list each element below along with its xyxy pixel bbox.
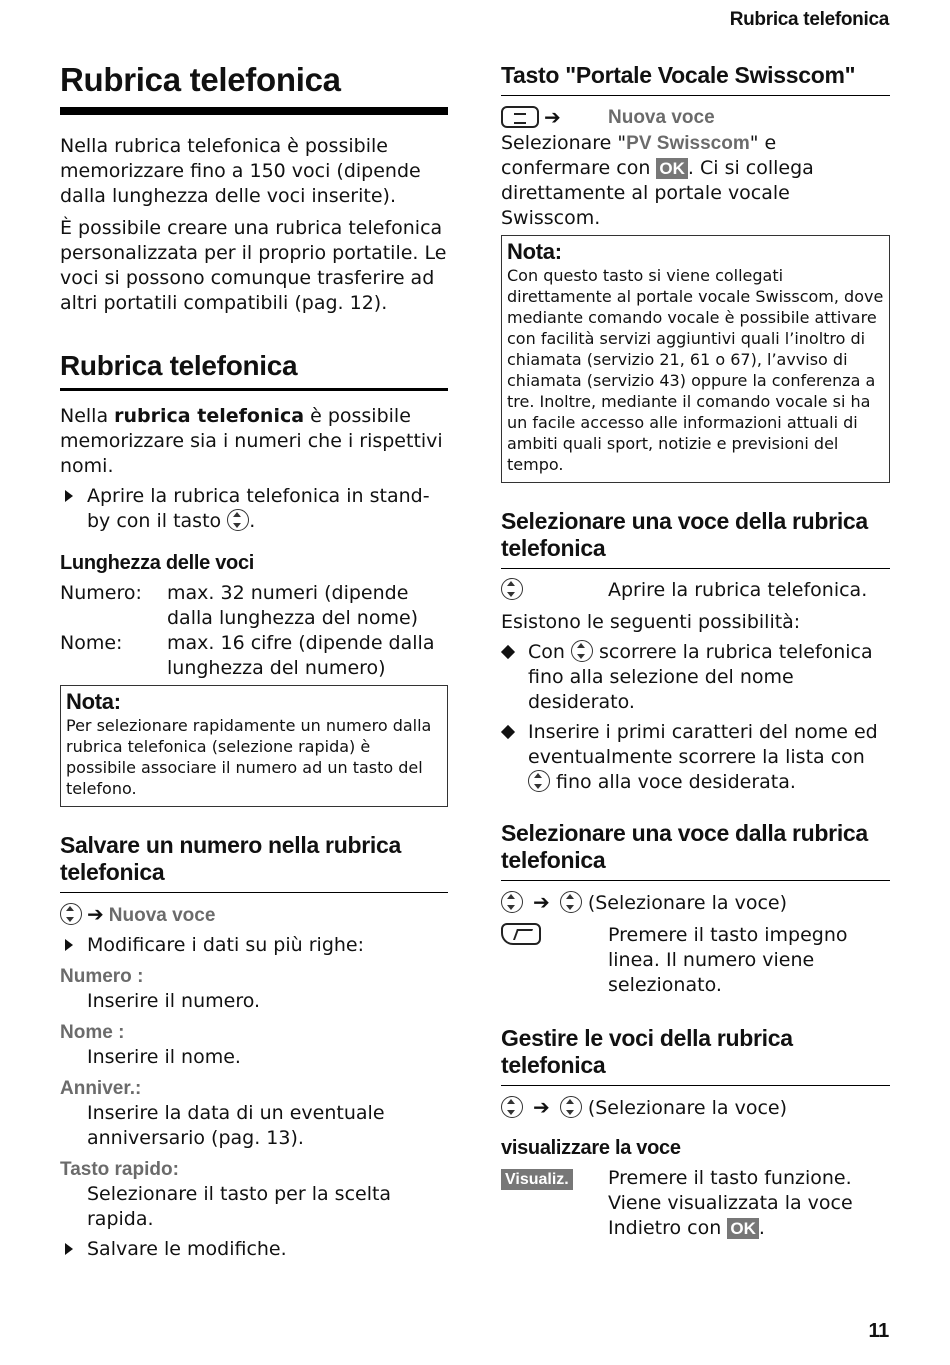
ok-key: OK bbox=[656, 158, 688, 179]
nav-key-icon bbox=[60, 903, 82, 925]
nav-key-icon bbox=[501, 1096, 523, 1118]
portal-paragraph: Selezionare "PV Swisscom" e confermare con OK . Ci si collega direttamente al portale vocale Swisscom. bbox=[501, 132, 814, 229]
select-intro: Esistono le seguenti possibilità: bbox=[501, 611, 801, 633]
arrow-bullet-icon bbox=[65, 939, 73, 951]
select-option-2: Inserire i primi caratteri del nome ed eventualmente scorrere la lista con fino alla voce desiderata. bbox=[501, 720, 890, 795]
dial-menu-path: ➔ (Selezionare la voce) bbox=[501, 890, 890, 916]
portal-menu-path: ➔ Nuova voce bbox=[501, 105, 890, 131]
arrow-right-icon: ➔ bbox=[87, 902, 104, 926]
manage-menu-path: ➔ (Selezionare la voce) bbox=[501, 1095, 890, 1121]
open-step: Aprire la rubrica telefonica in stand-by con il tasto . bbox=[60, 484, 448, 534]
select-title: Selezionare una voce della rubrica telefonica bbox=[501, 508, 890, 569]
section-bold-term: rubrica telefonica bbox=[114, 405, 305, 427]
nav-key-icon bbox=[560, 891, 582, 913]
field-label: Anniver.: bbox=[60, 1078, 142, 1099]
left-column bbox=[60, 55, 448, 1262]
nav-key-icon bbox=[501, 891, 523, 913]
length-row: Nome: max. 16 cifre (dipende dalla lunghezza del numero) bbox=[60, 632, 435, 679]
nota-box bbox=[60, 685, 448, 807]
nav-key-icon bbox=[571, 640, 593, 662]
nav-key-icon bbox=[501, 578, 523, 600]
arrow-right-icon: ➔ bbox=[533, 1095, 550, 1119]
view-softkey: Visualiz. bbox=[501, 1169, 573, 1190]
page-number: 11 bbox=[868, 1320, 889, 1342]
arrow-right-icon: ➔ bbox=[533, 890, 550, 914]
field-text: Inserire il nome. bbox=[87, 1046, 241, 1068]
length-row: Numero: max. 32 numeri (dipende dalla lunghezza del nome) bbox=[60, 582, 419, 629]
nota-text: Con questo tasto si viene collegati direttamente al portale vocale Swisscom, dove mediante comando vocale è possibile attivare con facilità servizi aggiuntivi quali l’inoltro di chiamata (servizio 21, 61 o 67), l’avviso di chiamata (servizio 43) oppure la conferenza a tre. Inoltre, mediante il comando vocale si ha un facile accesso alle informazioni attuali di ambiti quali sport, notizie e previsioni del tempo. bbox=[507, 266, 884, 474]
field-text: Inserire il numero. bbox=[87, 990, 261, 1012]
call-key-icon bbox=[501, 923, 541, 945]
select-option-1: Con scorrere la rubrica telefonica fino alla selezione del nome desiderato. bbox=[501, 640, 890, 715]
field-list bbox=[60, 964, 448, 1232]
field-label: Tasto rapido: bbox=[60, 1159, 179, 1180]
diamond-bullet-icon bbox=[501, 645, 515, 659]
nota-text: Per selezionare rapidamente un numero dalla rubrica telefonica (selezione rapida) è possibile associare il numero ad un tasto del telefono. bbox=[66, 716, 432, 798]
nav-key-icon bbox=[560, 1096, 582, 1118]
intro-paragraph-2: È possibile creare una rubrica telefonica personalizzata per il proprio portatile. Le voci si possono comunque trasferire ad altri portatili compatibili (pag. 12). bbox=[60, 217, 447, 314]
message-key-icon bbox=[501, 106, 539, 128]
arrow-right-icon: ➔ bbox=[544, 105, 561, 129]
nav-key-icon bbox=[528, 770, 550, 792]
right-column bbox=[501, 62, 890, 1241]
save-title: Salvare un numero nella rubrica telefonica bbox=[60, 832, 448, 893]
portal-title: Tasto "Portale Vocale Swisscom" bbox=[501, 62, 890, 96]
save-step-1: Modificare i dati su più righe: bbox=[60, 933, 448, 958]
intro-paragraph-1: Nella rubrica telefonica è possibile memorizzare fino a 150 voci (dipende dalla lunghezza delle voci inserite). bbox=[60, 135, 421, 207]
save-menu-path: ➔ Nuova voce bbox=[60, 902, 448, 928]
section-title: Rubrica telefonica bbox=[60, 350, 448, 391]
field-label: Numero : bbox=[60, 966, 144, 987]
dial-call-row: Premere il tasto impegno linea. Il numero viene selezionato. bbox=[501, 923, 890, 998]
nota-box bbox=[501, 235, 890, 483]
view-row: Visualiz. Premere il tasto funzione. Viene visualizzata la voce Indietro con OK . bbox=[501, 1166, 890, 1241]
field-text: Inserire la data di un eventuale anniversario (pag. 13). bbox=[87, 1102, 385, 1149]
manage-title: Gestire le voci della rubrica telefonica bbox=[501, 1025, 890, 1086]
arrow-bullet-icon bbox=[65, 1243, 73, 1255]
page-header: Rubrica telefonica bbox=[729, 9, 889, 30]
field-text: Selezionare il tasto per la scelta rapida. bbox=[87, 1183, 392, 1230]
select-open-row: Aprire la rubrica telefonica. bbox=[501, 578, 890, 603]
arrow-bullet-icon bbox=[65, 490, 73, 502]
diamond-bullet-icon bbox=[501, 725, 515, 739]
length-title: Lunghezza delle voci bbox=[60, 552, 255, 574]
view-title: visualizzare la voce bbox=[501, 1137, 681, 1159]
page-title: Rubrica telefonica bbox=[60, 61, 448, 115]
ok-key: OK bbox=[727, 1218, 759, 1239]
nota-title: Nota: bbox=[507, 239, 562, 264]
dial-title: Selezionare una voce dalla rubrica telefonica bbox=[501, 820, 890, 881]
save-step-2: Salvare le modifiche. bbox=[60, 1237, 448, 1262]
section-paragraph: Nella rubrica telefonica è possibile memorizzare sia i numeri che i rispettivi nomi. bbox=[60, 405, 443, 477]
field-label: Nome : bbox=[60, 1022, 125, 1043]
nota-title: Nota: bbox=[66, 689, 121, 714]
nav-key-icon bbox=[227, 509, 249, 531]
